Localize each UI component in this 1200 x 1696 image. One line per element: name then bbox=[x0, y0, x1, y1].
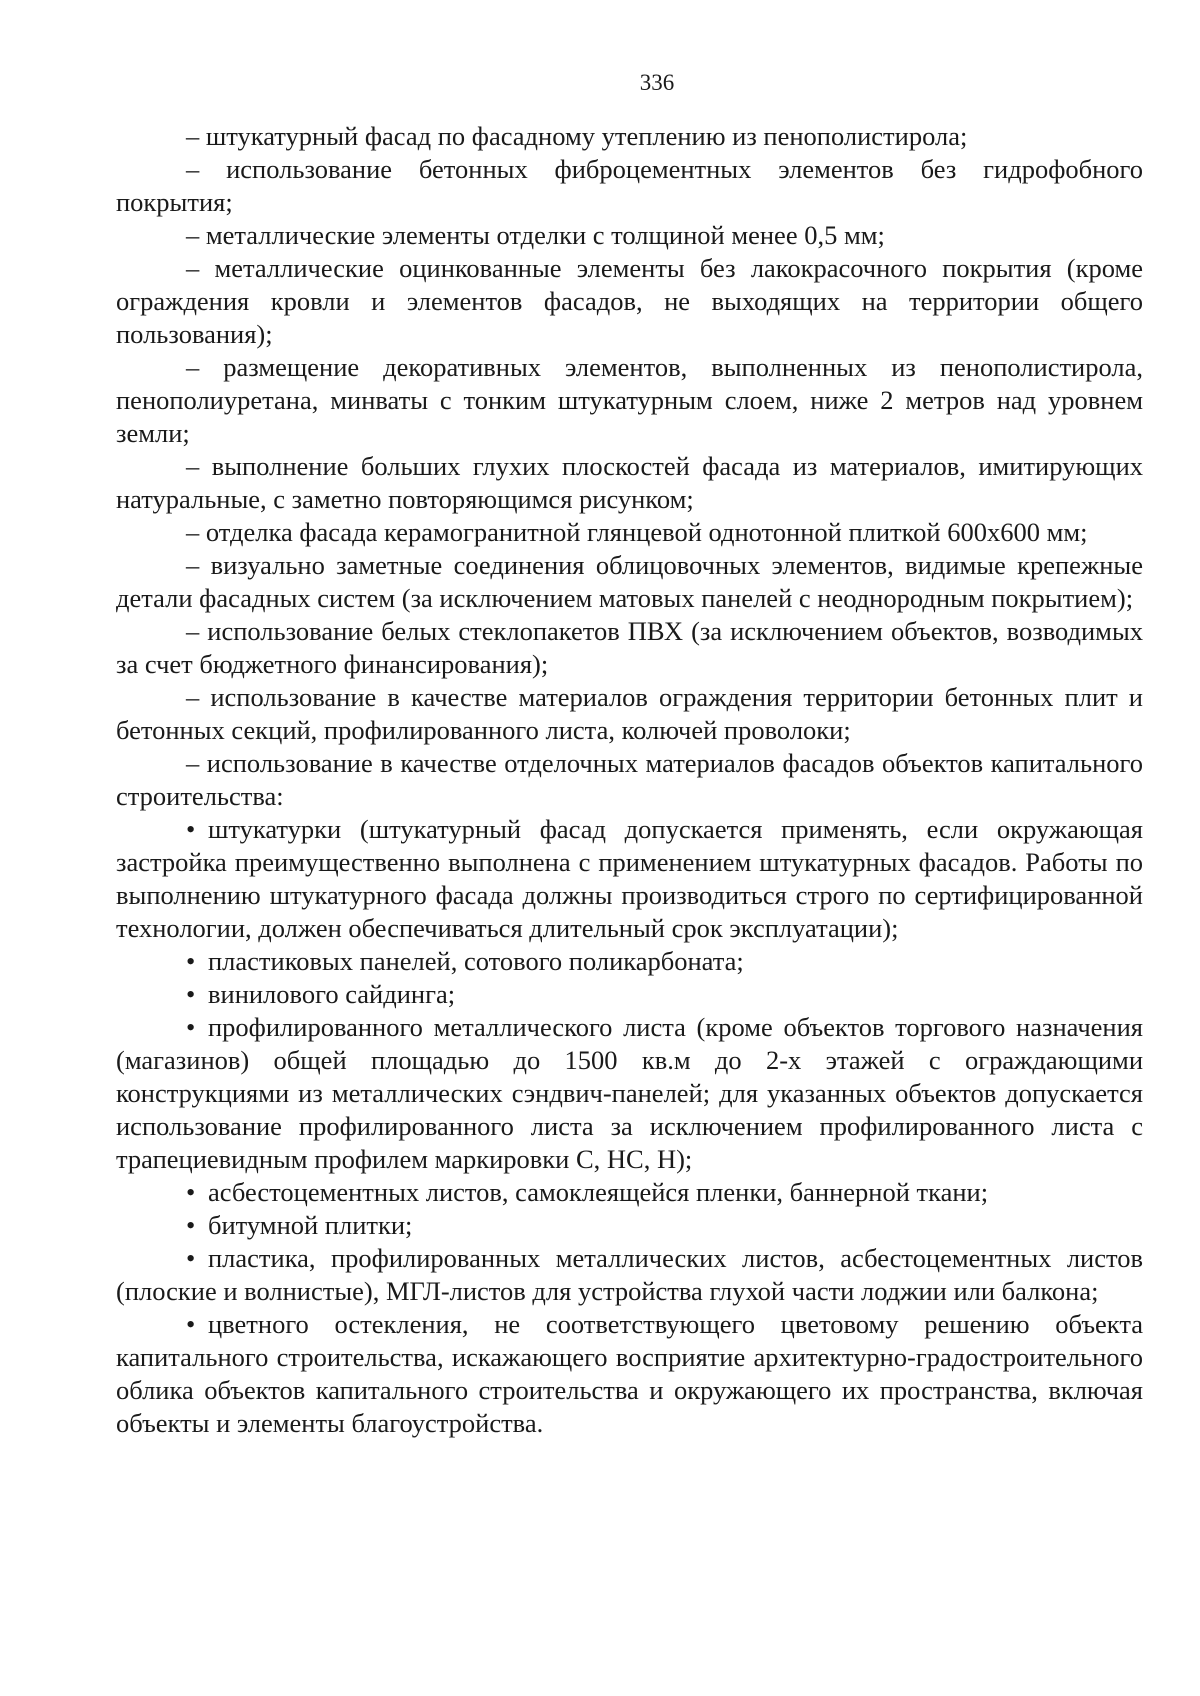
bullet-marker: • bbox=[186, 1243, 196, 1273]
dash-item bbox=[116, 219, 1143, 252]
dash-item bbox=[116, 549, 1143, 615]
dash-item bbox=[116, 450, 1143, 516]
item-text: винилового сайдинга; bbox=[208, 979, 456, 1009]
dash-marker: – bbox=[186, 220, 200, 250]
bullet-item bbox=[116, 1176, 1143, 1209]
item-text: пластика, профилированных металлических листов, асбестоцементных листов (плоские и волнистые), МГЛ-листов для устройства глухой части лоджии или балкона; bbox=[116, 1243, 1143, 1306]
bullet-item bbox=[116, 1209, 1143, 1242]
item-text: использование в качестве материалов ограждения территории бетонных плит и бетонных секций, профилированного листа, колючей проволоки; bbox=[116, 682, 1143, 745]
dash-item bbox=[116, 615, 1143, 681]
item-text: штукатурный фасад по фасадному утеплению из пенополистирола; bbox=[205, 121, 968, 151]
item-text: битумной плитки; bbox=[208, 1210, 413, 1240]
bullet-marker: • bbox=[186, 946, 196, 976]
item-text: размещение декоративных элементов, выполненных из пенополистирола, пенополиуретана, минваты с тонким штукатурным слоем, ниже 2 метров над уровнем земли; bbox=[116, 352, 1143, 448]
bullet-marker: • bbox=[186, 1012, 196, 1042]
item-text: отделка фасада керамогранитной глянцевой однотонной плиткой 600х600 мм; bbox=[205, 517, 1088, 547]
requirements-list bbox=[116, 120, 1143, 1440]
dash-marker: – bbox=[186, 154, 200, 184]
item-text: визуально заметные соединения облицовочных элементов, видимые крепежные детали фасадных систем (за исключением матовых панелей с неоднородным покрытием); bbox=[116, 550, 1143, 613]
item-text: штукатурки (штукатурный фасад допускается применять, если окружающая застройка преимущественно выполнена с применением штукатурных фасадов. Работы по выполнению штукатурного фасада должны производиться строго по сертифицированной технологии, должен обеспечиваться длительный срок эксплуатации); bbox=[116, 814, 1143, 943]
bullet-item bbox=[116, 813, 1143, 945]
bullet-item bbox=[116, 945, 1143, 978]
bullet-marker: • bbox=[186, 814, 196, 844]
item-text: металлические оцинкованные элементы без лакокрасочного покрытия (кроме ограждения кровли и элементов фасадов, не выходящих на территории общего пользования); bbox=[116, 253, 1143, 349]
item-text: использование в качестве отделочных материалов фасадов объектов капитального строительства: bbox=[116, 748, 1143, 811]
dash-marker: – bbox=[186, 748, 200, 778]
dash-marker: – bbox=[186, 451, 200, 481]
dash-item bbox=[116, 351, 1143, 450]
bullet-marker: • bbox=[186, 979, 196, 1009]
item-text: асбестоцементных листов, самоклеящейся пленки, баннерной ткани; bbox=[208, 1177, 989, 1207]
dash-marker: – bbox=[186, 121, 200, 151]
bullet-marker: • bbox=[186, 1210, 196, 1240]
page-number: 336 bbox=[639, 70, 675, 95]
dash-marker: – bbox=[186, 616, 200, 646]
dash-item bbox=[116, 747, 1143, 813]
item-text: металлические элементы отделки с толщиной менее 0,5 мм; bbox=[205, 220, 885, 250]
dash-item bbox=[116, 681, 1143, 747]
item-text: выполнение больших глухих плоскостей фасада из материалов, имитирующих натуральные, с заметно повторяющимся рисунком; bbox=[116, 451, 1144, 514]
bullet-item bbox=[116, 1242, 1143, 1308]
item-text: цветного остекления, не соответствующего цветовому решению объекта капитального строительства, искажающего восприятие архитектурно-градостроительного облика объектов капитального строительства и окружающего их пространства, включая объекты и элементы благоустройства. bbox=[116, 1309, 1143, 1438]
bullet-item bbox=[116, 1011, 1143, 1176]
dash-item bbox=[116, 153, 1143, 219]
bullet-item bbox=[116, 1308, 1143, 1440]
dash-marker: – bbox=[186, 682, 200, 712]
bullet-item bbox=[116, 978, 1143, 1011]
dash-marker: – bbox=[186, 550, 200, 580]
item-text: использование белых стеклопакетов ПВХ (за исключением объектов, возводимых за счет бюджетного финансирования); bbox=[116, 616, 1143, 679]
dash-item bbox=[116, 516, 1143, 549]
dash-item bbox=[116, 120, 1143, 153]
dash-marker: – bbox=[186, 352, 200, 382]
bullet-marker: • bbox=[186, 1309, 196, 1339]
bullet-marker: • bbox=[186, 1177, 196, 1207]
item-text: пластиковых панелей, сотового поликарбоната; bbox=[208, 946, 744, 976]
item-text: профилированного металлического листа (кроме объектов торгового назначения (магазинов) общей площадью до 1500 кв.м до 2-х этажей с ограждающими конструкциями из металлических сэндвич-панелей; для указанных объектов допускается использование профилированного листа за исключением профилированного листа с трапециевидным профилем маркировки С, НС, Н); bbox=[116, 1012, 1143, 1174]
dash-marker: – bbox=[186, 517, 200, 547]
item-text: использование бетонных фиброцементных элементов без гидрофобного покрытия; bbox=[116, 154, 1144, 217]
dash-marker: – bbox=[186, 253, 200, 283]
dash-item bbox=[116, 252, 1143, 351]
